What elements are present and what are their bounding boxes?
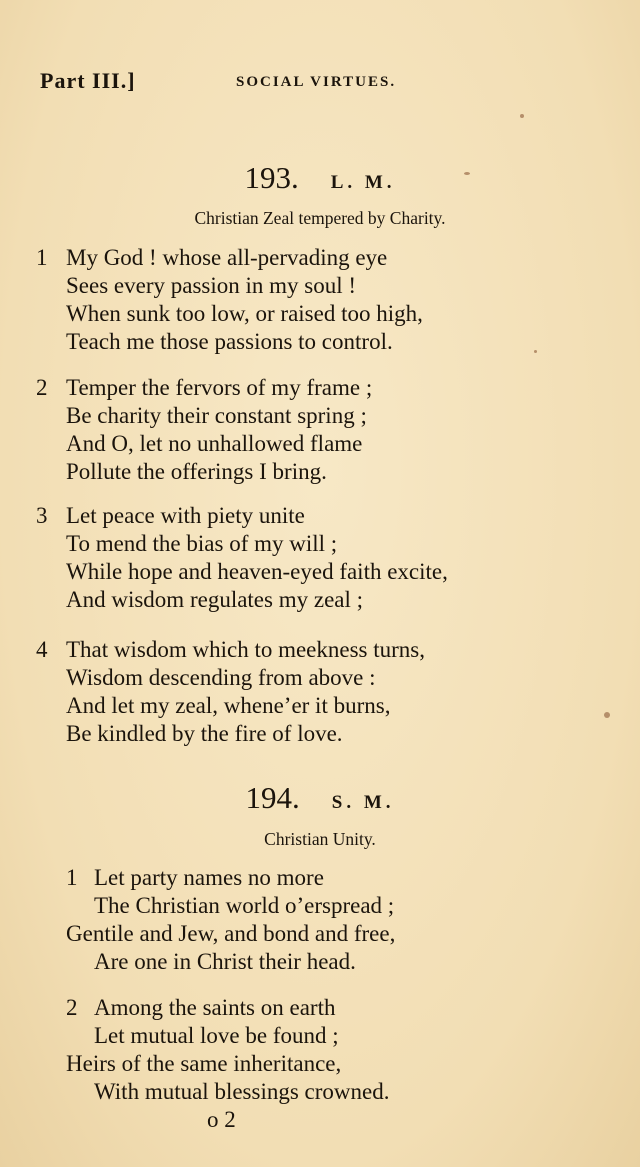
line-text: Gentile and Jew, and bond and free, xyxy=(66,921,396,946)
stanza xyxy=(36,374,606,486)
verse-line xyxy=(36,864,606,892)
hymn-meter: L. M. xyxy=(330,172,396,193)
paper-blemish xyxy=(520,114,524,118)
verse-line xyxy=(36,402,606,430)
stanza-number: 4 xyxy=(36,637,48,662)
stanza-number: 1 xyxy=(36,245,48,270)
line-text: And wisdom regulates my zeal ; xyxy=(66,587,364,612)
section-title: SOCIAL VIRTUES. xyxy=(236,74,397,90)
stanza-number: 1 xyxy=(66,865,78,890)
stanza xyxy=(36,994,606,1106)
hymn-title: Christian Zeal tempered by Charity. xyxy=(194,208,446,228)
line-text: Are one in Christ their head. xyxy=(94,949,356,974)
verse-line xyxy=(36,328,606,356)
verse-line xyxy=(36,720,606,748)
verse-line xyxy=(36,1050,606,1078)
paper-blemish xyxy=(464,172,470,175)
part-label: Part III.] xyxy=(40,68,136,93)
line-text: Let party names no more xyxy=(94,865,324,890)
line-text: Temper the fervors of my frame ; xyxy=(66,375,373,400)
stanza-number: 2 xyxy=(36,375,48,400)
verse-line xyxy=(36,948,606,976)
stanza xyxy=(36,864,606,976)
hymn-193-heading xyxy=(0,160,640,196)
verse-line xyxy=(36,692,606,720)
verse-line xyxy=(36,272,606,300)
line-text: That wisdom which to meekness turns, xyxy=(66,637,426,662)
verse-line xyxy=(36,300,606,328)
verse-line xyxy=(36,994,606,1022)
hymn-number: 193. xyxy=(244,160,299,195)
hymn-number: 194. xyxy=(245,780,300,815)
line-text: Let peace with piety unite xyxy=(66,503,305,528)
line-text: Sees every passion in my soul ! xyxy=(66,273,357,298)
verse-line xyxy=(36,374,606,402)
printer-signature: o 2 xyxy=(207,1107,236,1132)
line-text: With mutual blessings crowned. xyxy=(94,1079,390,1104)
running-header xyxy=(40,68,600,98)
line-text: Let mutual love be found ; xyxy=(94,1023,339,1048)
hymn-194-heading xyxy=(0,780,640,816)
paper-blemish xyxy=(534,350,537,353)
verse-line xyxy=(36,1078,606,1106)
verse-line xyxy=(36,1022,606,1050)
verse-line xyxy=(36,502,606,530)
stanza xyxy=(36,636,606,748)
line-text: Among the saints on earth xyxy=(94,995,336,1020)
verse-line xyxy=(36,636,606,664)
line-text: And let my zeal, whene’er it burns, xyxy=(66,693,391,718)
verse-line xyxy=(36,244,606,272)
paper-blemish xyxy=(604,712,610,718)
stanza-number: 2 xyxy=(66,995,78,1020)
verse-line xyxy=(36,664,606,692)
stanza xyxy=(36,244,606,356)
line-text: And O, let no unhallowed flame xyxy=(66,431,363,456)
line-text: Be kindled by the fire of love. xyxy=(66,721,343,746)
verse-line xyxy=(36,558,606,586)
stanza-number: 3 xyxy=(36,503,48,528)
line-text: Heirs of the same inheritance, xyxy=(66,1051,342,1076)
verse-line xyxy=(36,586,606,614)
line-text: To mend the bias of my will ; xyxy=(66,531,338,556)
verse-line xyxy=(36,892,606,920)
verse-line xyxy=(36,458,606,486)
line-text: Pollute the offerings I bring. xyxy=(66,459,327,484)
hymn-meter: S. M. xyxy=(331,792,395,813)
line-text: While hope and heaven-eyed faith excite, xyxy=(66,559,448,584)
verse-line xyxy=(36,430,606,458)
line-text: My God ! whose all-pervading eye xyxy=(66,245,388,270)
line-text: The Christian world o’erspread ; xyxy=(94,893,395,918)
line-text: Be charity their constant spring ; xyxy=(66,403,367,428)
line-text: When sunk too low, or raised too high, xyxy=(66,301,423,326)
verse-line xyxy=(36,920,606,948)
line-text: Teach me those passions to control. xyxy=(66,329,393,354)
verse-line xyxy=(36,530,606,558)
line-text: Wisdom descending from above : xyxy=(66,665,376,690)
stanza xyxy=(36,502,606,614)
hymn-title: Christian Unity. xyxy=(264,829,376,849)
